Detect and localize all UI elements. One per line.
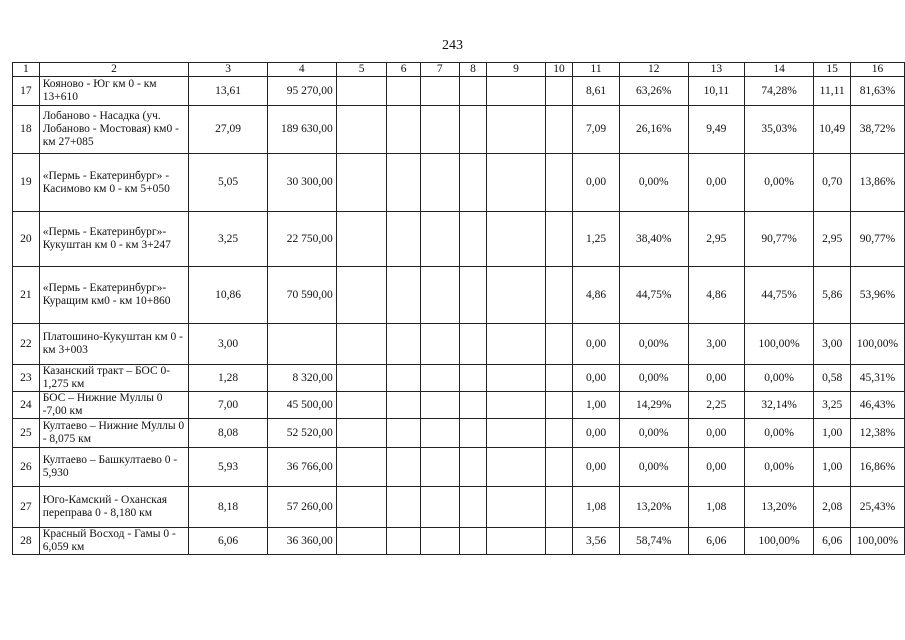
percent-col-12: 0,00% [619, 154, 688, 212]
percent-col-14: 90,77% [744, 212, 813, 267]
percent-col-14: 0,00% [744, 154, 813, 212]
table-row [13, 528, 905, 555]
percent-col-16: 100,00% [851, 528, 905, 555]
empty-cell [487, 448, 545, 487]
percent-col-14: 74,28% [744, 77, 813, 106]
length-km: 10,86 [189, 267, 267, 324]
row-number: 28 [13, 528, 40, 555]
cost-value: 95 270,00 [267, 77, 336, 106]
empty-cell [545, 528, 573, 555]
empty-cell [336, 154, 387, 212]
empty-cell [459, 419, 486, 448]
column-header: 6 [387, 63, 420, 77]
cost-value: 70 590,00 [267, 267, 336, 324]
empty-cell [545, 77, 573, 106]
value-col-13: 2,25 [688, 392, 744, 419]
value-col-11: 3,56 [573, 528, 619, 555]
value-col-13: 3,00 [688, 324, 744, 365]
column-header: 9 [487, 63, 545, 77]
value-col-11: 0,00 [573, 154, 619, 212]
cost-value: 30 300,00 [267, 154, 336, 212]
empty-cell [387, 487, 420, 528]
empty-cell [545, 324, 573, 365]
empty-cell [487, 154, 545, 212]
empty-cell [387, 448, 420, 487]
empty-cell [387, 419, 420, 448]
empty-cell [420, 419, 459, 448]
percent-col-14: 0,00% [744, 448, 813, 487]
empty-cell [487, 365, 545, 392]
empty-cell [387, 324, 420, 365]
length-km: 8,18 [189, 487, 267, 528]
empty-cell [420, 77, 459, 106]
empty-cell [545, 419, 573, 448]
empty-cell [420, 212, 459, 267]
table-row [13, 106, 905, 154]
empty-cell [387, 528, 420, 555]
length-km: 13,61 [189, 77, 267, 106]
road-name: «Пермь - Екатеринбург»- Кукуштан км 0 - км 3+247 [39, 212, 189, 267]
value-col-15: 2,08 [814, 487, 851, 528]
value-col-11: 1,08 [573, 487, 619, 528]
value-col-11: 0,00 [573, 419, 619, 448]
empty-cell [487, 106, 545, 154]
column-header: 16 [851, 63, 905, 77]
percent-col-14: 0,00% [744, 419, 813, 448]
percent-col-14: 32,14% [744, 392, 813, 419]
empty-cell [459, 154, 486, 212]
empty-cell [420, 324, 459, 365]
percent-col-12: 0,00% [619, 448, 688, 487]
empty-cell [387, 154, 420, 212]
empty-cell [387, 106, 420, 154]
value-col-15: 2,95 [814, 212, 851, 267]
empty-cell [545, 267, 573, 324]
column-header: 2 [39, 63, 189, 77]
length-km: 3,00 [189, 324, 267, 365]
empty-cell [545, 106, 573, 154]
row-number: 21 [13, 267, 40, 324]
column-header: 5 [336, 63, 387, 77]
column-header: 4 [267, 63, 336, 77]
percent-col-12: 26,16% [619, 106, 688, 154]
percent-col-14: 35,03% [744, 106, 813, 154]
table-row [13, 154, 905, 212]
empty-cell [545, 487, 573, 528]
empty-cell [545, 212, 573, 267]
table-row [13, 267, 905, 324]
value-col-13: 6,06 [688, 528, 744, 555]
empty-cell [336, 77, 387, 106]
empty-cell [336, 106, 387, 154]
value-col-15: 10,49 [814, 106, 851, 154]
percent-col-16: 45,31% [851, 365, 905, 392]
percent-col-16: 53,96% [851, 267, 905, 324]
road-name: «Пермь - Екатеринбург» - Касимово км 0 - км 5+050 [39, 154, 189, 212]
cost-value: 36 766,00 [267, 448, 336, 487]
empty-cell [336, 448, 387, 487]
length-km: 3,25 [189, 212, 267, 267]
cost-value: 52 520,00 [267, 419, 336, 448]
empty-cell [336, 419, 387, 448]
cost-value [267, 324, 336, 365]
value-col-13: 4,86 [688, 267, 744, 324]
row-number: 27 [13, 487, 40, 528]
empty-cell [387, 77, 420, 106]
empty-cell [420, 267, 459, 324]
empty-cell [459, 487, 486, 528]
value-col-13: 0,00 [688, 448, 744, 487]
column-header: 15 [814, 63, 851, 77]
empty-cell [545, 154, 573, 212]
length-km: 8,08 [189, 419, 267, 448]
road-name: «Пермь - Екатеринбург»- Куращим км0 - км 10+860 [39, 267, 189, 324]
road-name: Платошино-Кукуштан км 0 - км 3+003 [39, 324, 189, 365]
column-header: 12 [619, 63, 688, 77]
row-number: 20 [13, 212, 40, 267]
percent-col-12: 14,29% [619, 392, 688, 419]
row-number: 17 [13, 77, 40, 106]
table-row [13, 212, 905, 267]
value-col-15: 5,86 [814, 267, 851, 324]
road-name: БОС – Нижние Муллы 0 -7,00 км [39, 392, 189, 419]
empty-cell [336, 365, 387, 392]
empty-cell [459, 528, 486, 555]
empty-cell [459, 77, 486, 106]
percent-col-12: 44,75% [619, 267, 688, 324]
value-col-13: 0,00 [688, 419, 744, 448]
percent-col-12: 38,40% [619, 212, 688, 267]
empty-cell [459, 267, 486, 324]
header-row [13, 63, 905, 77]
empty-cell [420, 106, 459, 154]
percent-col-12: 0,00% [619, 365, 688, 392]
empty-cell [459, 106, 486, 154]
value-col-15: 3,00 [814, 324, 851, 365]
empty-cell [545, 392, 573, 419]
percent-col-12: 58,74% [619, 528, 688, 555]
empty-cell [459, 448, 486, 487]
empty-cell [420, 528, 459, 555]
value-col-11: 8,61 [573, 77, 619, 106]
road-name: Красный Восход - Гамы 0 - 6,059 км [39, 528, 189, 555]
column-header: 11 [573, 63, 619, 77]
column-header: 1 [13, 63, 40, 77]
table-row [13, 392, 905, 419]
empty-cell [387, 267, 420, 324]
length-km: 1,28 [189, 365, 267, 392]
table-row [13, 324, 905, 365]
percent-col-16: 90,77% [851, 212, 905, 267]
table-row [13, 448, 905, 487]
value-col-13: 10,11 [688, 77, 744, 106]
empty-cell [487, 324, 545, 365]
empty-cell [459, 212, 486, 267]
empty-cell [459, 392, 486, 419]
value-col-15: 0,58 [814, 365, 851, 392]
percent-col-16: 81,63% [851, 77, 905, 106]
empty-cell [487, 487, 545, 528]
value-col-13: 0,00 [688, 154, 744, 212]
empty-cell [387, 365, 420, 392]
road-name: Казанский тракт – БОС 0-1,275 км [39, 365, 189, 392]
value-col-15: 1,00 [814, 419, 851, 448]
empty-cell [487, 419, 545, 448]
empty-cell [545, 448, 573, 487]
percent-col-16: 46,43% [851, 392, 905, 419]
value-col-13: 9,49 [688, 106, 744, 154]
road-name: Юго-Камский - Оханская переправа 0 - 8,180 км [39, 487, 189, 528]
empty-cell [545, 365, 573, 392]
row-number: 19 [13, 154, 40, 212]
column-header: 3 [189, 63, 267, 77]
row-number: 24 [13, 392, 40, 419]
table-row [13, 365, 905, 392]
percent-col-14: 100,00% [744, 528, 813, 555]
empty-cell [459, 324, 486, 365]
empty-cell [336, 392, 387, 419]
value-col-13: 0,00 [688, 365, 744, 392]
empty-cell [336, 324, 387, 365]
column-header: 8 [459, 63, 486, 77]
row-number: 22 [13, 324, 40, 365]
empty-cell [336, 528, 387, 555]
empty-cell [387, 392, 420, 419]
column-header: 7 [420, 63, 459, 77]
table-row [13, 419, 905, 448]
row-number: 18 [13, 106, 40, 154]
percent-col-12: 63,26% [619, 77, 688, 106]
empty-cell [420, 392, 459, 419]
percent-col-16: 25,43% [851, 487, 905, 528]
value-col-11: 7,09 [573, 106, 619, 154]
empty-cell [336, 487, 387, 528]
road-name: Култаево – Башкултаево 0 - 5,930 [39, 448, 189, 487]
length-km: 6,06 [189, 528, 267, 555]
length-km: 5,05 [189, 154, 267, 212]
value-col-15: 6,06 [814, 528, 851, 555]
column-header: 14 [744, 63, 813, 77]
empty-cell [420, 487, 459, 528]
percent-col-14: 13,20% [744, 487, 813, 528]
value-col-13: 2,95 [688, 212, 744, 267]
percent-col-14: 100,00% [744, 324, 813, 365]
value-col-15: 3,25 [814, 392, 851, 419]
cost-value: 189 630,00 [267, 106, 336, 154]
cost-value: 36 360,00 [267, 528, 336, 555]
cost-value: 22 750,00 [267, 212, 336, 267]
percent-col-16: 16,86% [851, 448, 905, 487]
row-number: 23 [13, 365, 40, 392]
value-col-15: 1,00 [814, 448, 851, 487]
table-row [13, 487, 905, 528]
empty-cell [487, 77, 545, 106]
percent-col-16: 100,00% [851, 324, 905, 365]
table-row [13, 77, 905, 106]
column-header: 10 [545, 63, 573, 77]
cost-value: 8 320,00 [267, 365, 336, 392]
percent-col-12: 0,00% [619, 419, 688, 448]
cost-value: 57 260,00 [267, 487, 336, 528]
row-number: 25 [13, 419, 40, 448]
empty-cell [420, 365, 459, 392]
percent-col-16: 38,72% [851, 106, 905, 154]
road-name: Култаево – Нижние Муллы 0 - 8,075 км [39, 419, 189, 448]
value-col-15: 11,11 [814, 77, 851, 106]
percent-col-14: 44,75% [744, 267, 813, 324]
road-name: Лобаново - Насадка (уч. Лобаново - Мостовая) км0 - км 27+085 [39, 106, 189, 154]
empty-cell [420, 154, 459, 212]
empty-cell [487, 267, 545, 324]
value-col-13: 1,08 [688, 487, 744, 528]
empty-cell [459, 365, 486, 392]
percent-col-16: 13,86% [851, 154, 905, 212]
value-col-11: 4,86 [573, 267, 619, 324]
empty-cell [487, 392, 545, 419]
length-km: 5,93 [189, 448, 267, 487]
value-col-15: 0,70 [814, 154, 851, 212]
value-col-11: 0,00 [573, 324, 619, 365]
cost-value: 45 500,00 [267, 392, 336, 419]
row-number: 26 [13, 448, 40, 487]
value-col-11: 1,25 [573, 212, 619, 267]
percent-col-12: 13,20% [619, 487, 688, 528]
empty-cell [336, 267, 387, 324]
value-col-11: 0,00 [573, 365, 619, 392]
empty-cell [387, 212, 420, 267]
value-col-11: 0,00 [573, 448, 619, 487]
data-table [12, 62, 905, 555]
length-km: 7,00 [189, 392, 267, 419]
page-number: 243 [442, 38, 463, 53]
road-name: Кояново - Юг км 0 - км 13+610 [39, 77, 189, 106]
value-col-11: 1,00 [573, 392, 619, 419]
empty-cell [420, 448, 459, 487]
percent-col-16: 12,38% [851, 419, 905, 448]
column-header: 13 [688, 63, 744, 77]
empty-cell [336, 212, 387, 267]
empty-cell [487, 212, 545, 267]
empty-cell [487, 528, 545, 555]
length-km: 27,09 [189, 106, 267, 154]
percent-col-14: 0,00% [744, 365, 813, 392]
percent-col-12: 0,00% [619, 324, 688, 365]
